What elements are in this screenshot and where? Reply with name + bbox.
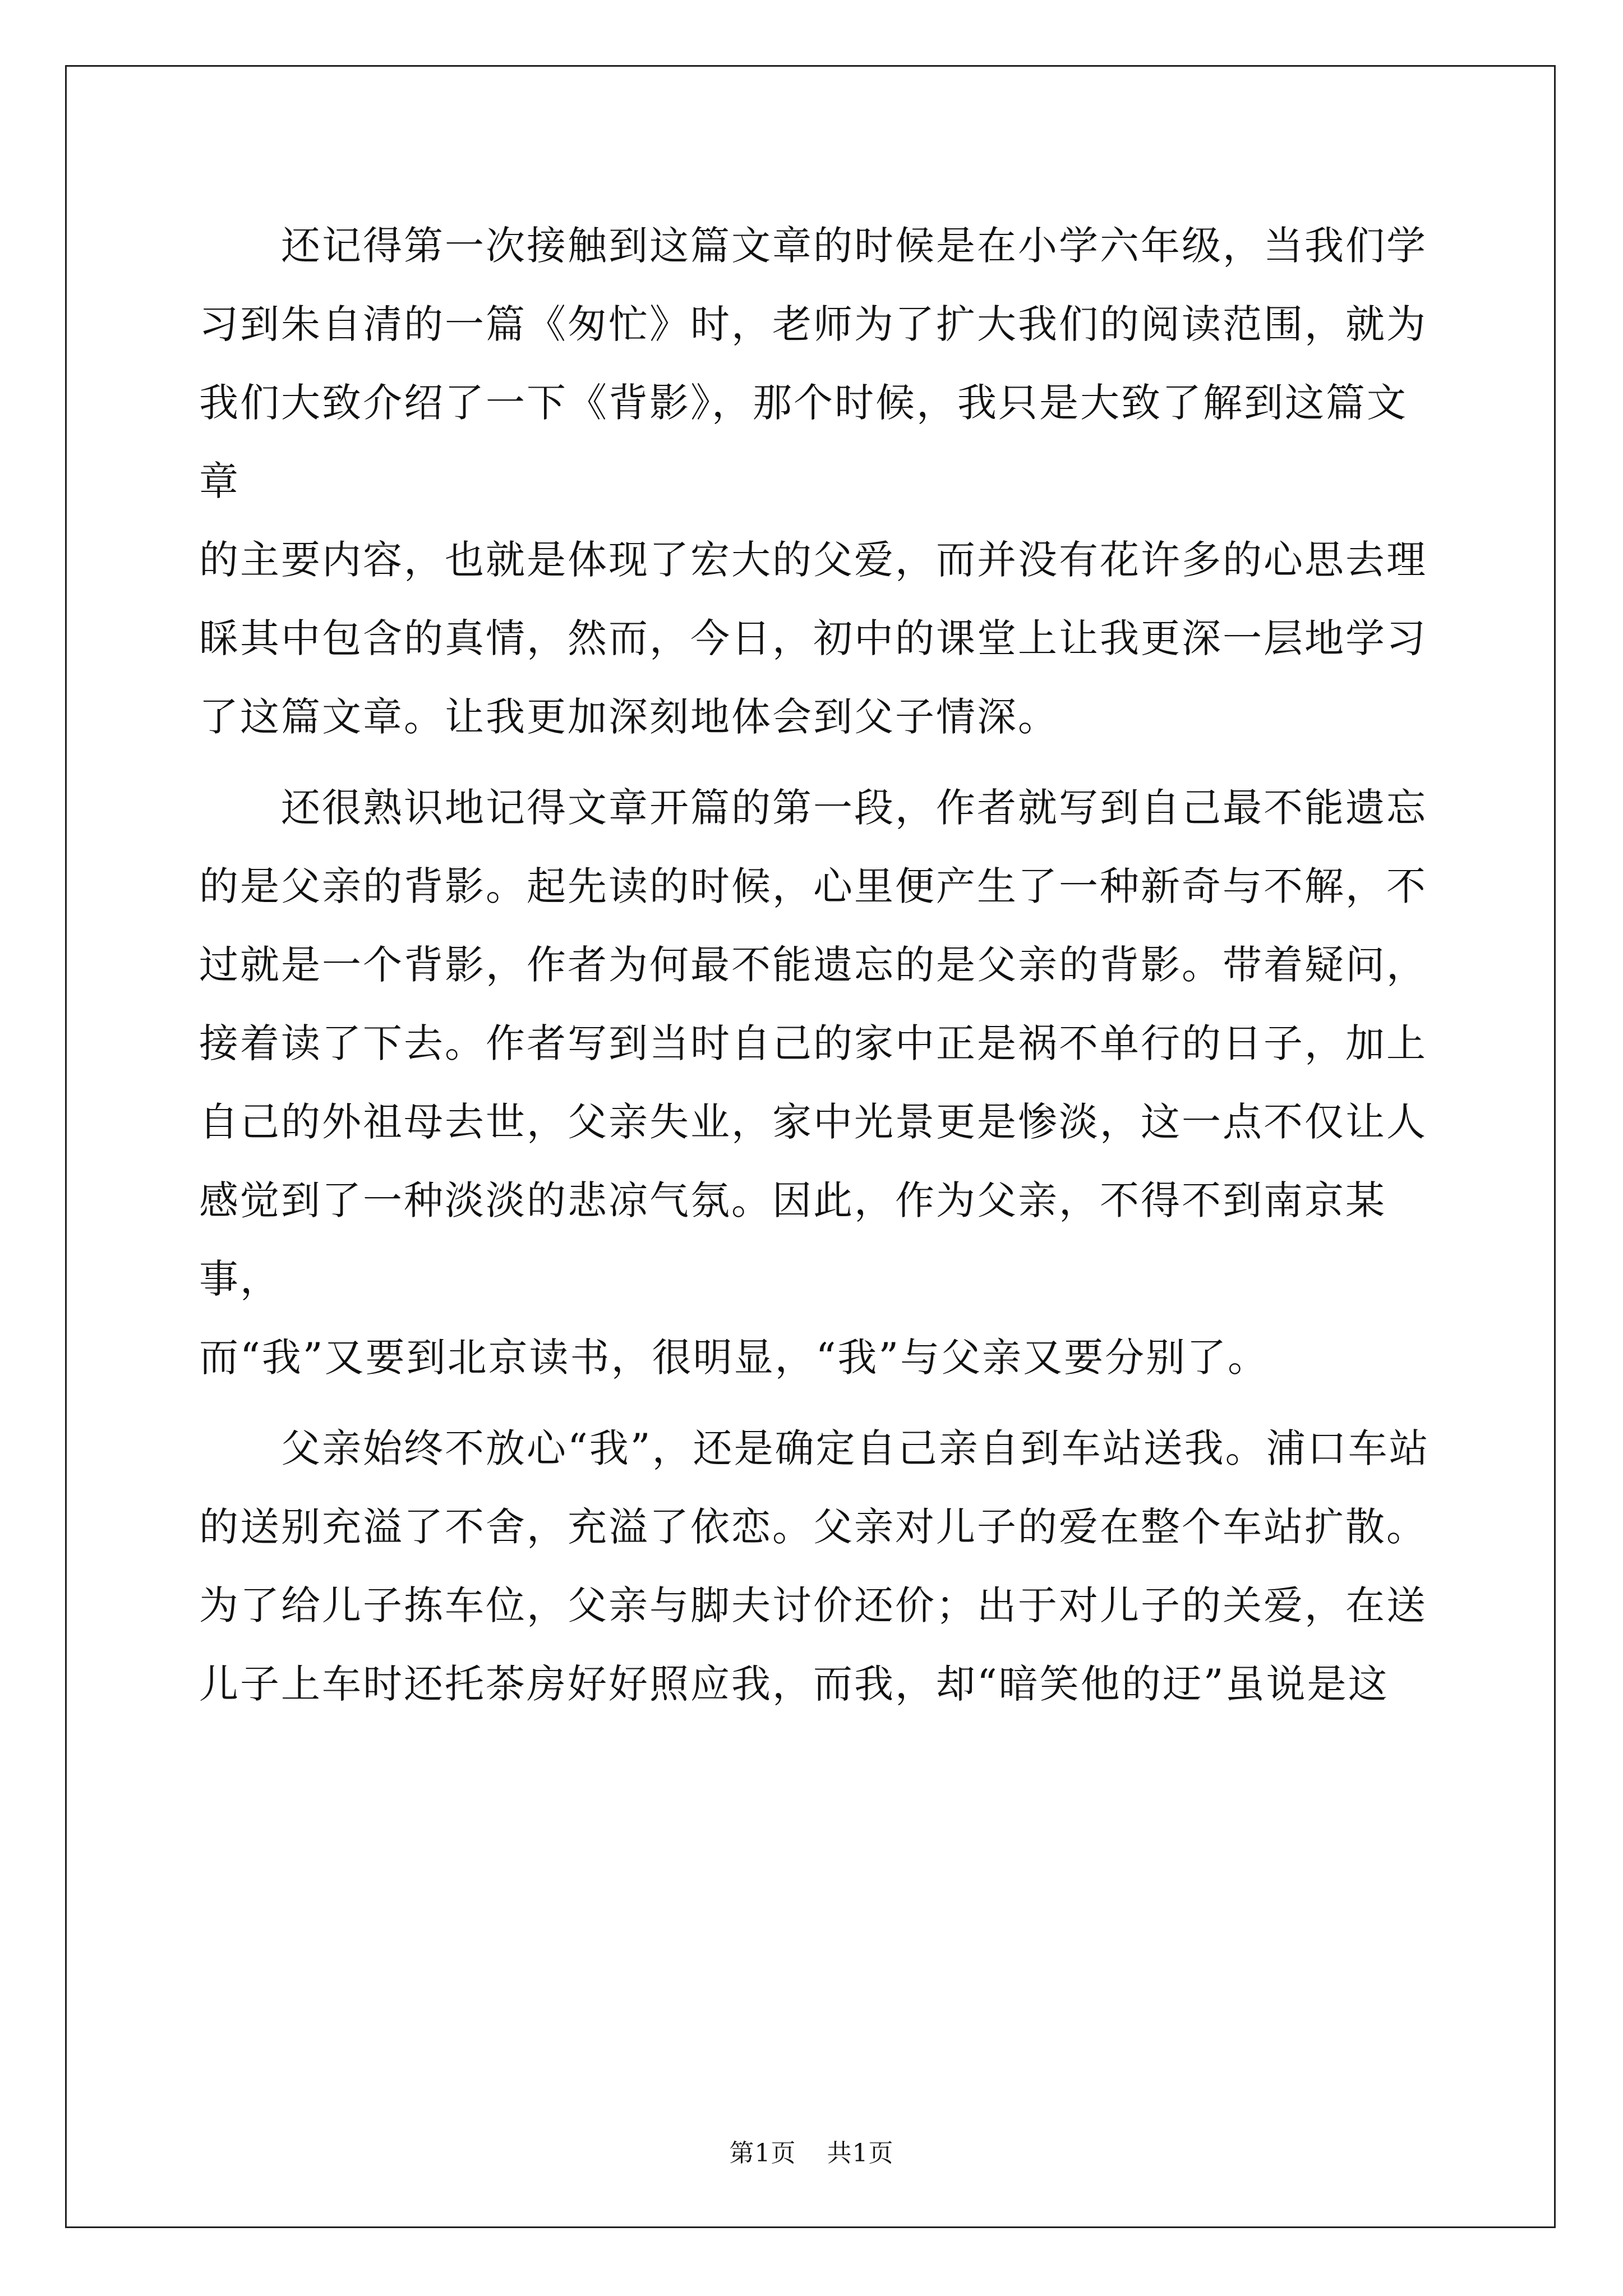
paragraph-3-text: 父亲始终不放心“我”，还是确定自己亲自到车站送我。浦口车站 的送别充溢了不舍，充溢了依恋。父亲对儿子的爱在整个车站扩散。 为了给儿子拣车位，父亲与脚夫讨价还价；出于对儿子的关爱，在送 儿子上车时还托茶房好好照应我，而我，却“暗笑他的迂”虽说是这 <box>199 1425 1430 1707</box>
paragraph-1-text: 还记得第一次接触到这篇文章的时候是在小学六年级，当我们学 习到朱自清的一篇《匆忙》时，老师为了扩大我们的阅读范围，就为 我们大致介绍了一下《背影》，那个时候，我只是大致了解到这篇文章 的主要内容，也就是体现了宏大的父爱，而并没有花许多的心思去理 睬其中包含的真情，然而，今日，初中的课堂上让我更深一层地学习 了这篇文章。让我更加深刻地体会到父子情深。 <box>199 223 1427 740</box>
paragraph-1 <box>199 206 1433 756</box>
paragraph-3 <box>199 1409 1433 1723</box>
page-footer <box>0 2133 1623 2169</box>
document-body <box>199 206 1433 1736</box>
paragraph-2 <box>199 769 1433 1397</box>
page-total: 共1页 <box>827 2139 894 2168</box>
page-number: 第1页 <box>729 2139 796 2168</box>
paragraph-2-text: 还很熟识地记得文章开篇的第一段，作者就写到自己最不能遗忘 的是父亲的背影。起先读的时候，心里便产生了一种新奇与不解，不 过就是一个背影，作者为何最不能遗忘的是父亲的背影。带着疑问， 接着读了下去。作者写到当时自己的家中正是祸不单行的日子，加上 自己的外祖母去世，父亲失业，家中光景更是惨淡，这一点不仅让人 感觉到了一种淡淡的悲凉气氛。因此，作为父亲，不得不到南京某事， 而“我”又要到北京读书，很明显，“我”与父亲又要分别了。 <box>199 785 1427 1381</box>
